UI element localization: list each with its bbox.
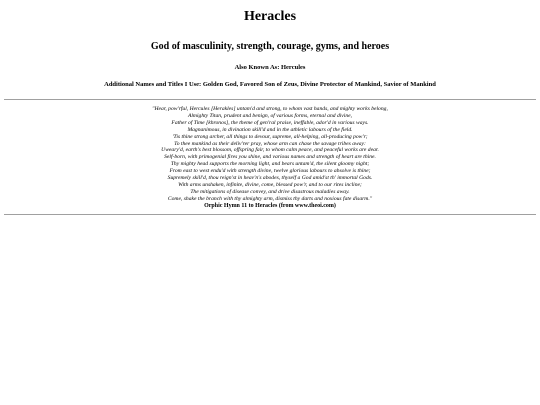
divider-top: [4, 99, 536, 100]
hymn-line: Father of Time [khronos], the theme of gen'ral praise, ineffable, ador'd in various ways.: [171, 119, 369, 126]
hymn-line: Almighty Titan, prudent and benign, of various forms, eternal and divine,: [187, 112, 353, 119]
hymn-line: Thy mighty head supports the morning light, and bears untam'd, the silent gloomy night;: [170, 161, 370, 168]
hymn-line: The mitigations of disease convey, and drive disastrous maladies away.: [190, 188, 350, 195]
hymn-line: Supremely skill'd, thou reign'st in heav'n's abodes, thyself a God amid'st th' immortal Gods.: [167, 175, 373, 182]
page-title: Heracles: [243, 9, 297, 24]
hymn-line: With arms unshaken, infinite, divine, come, blessed pow'r, and to our rites incline;: [178, 181, 362, 188]
divider-bottom: [4, 214, 536, 215]
hymn-line: Self-born, with primogenial fires you shine, and various names and strength of heart are thine.: [164, 154, 376, 161]
hymn-line: From east to west endu'd with strength divine, twelve glorious labours to absolve is thine;: [169, 168, 371, 175]
also-known-as: Also Known As: Hercules: [234, 64, 306, 71]
hymn-line: Magnanimous, in divination skill'd and in the athletic labours of the field.: [187, 126, 353, 133]
hymn-line: Uweary'd, earth's best blossom, offspring fair, to whom calm peace, and peaceful works are dear.: [161, 147, 379, 154]
hymn-line: Come, shake the branch with thy almighty arm, dismiss thy darts and noxious fate disarm.": [167, 195, 373, 202]
additional-titles: Additional Names and Titles I Use: Golden God, Favored Son of Zeus, Divine Protector of Mankind, Savior of Mankind: [104, 81, 436, 88]
hymn-line: "Hear, pow'rful, Hercules [Herakles] untam'd and strong, to whom vast hands, and mighty works belong,: [152, 106, 388, 112]
hymn-line: 'Tis thine strong archer, all things to devour, supreme, all-helping, all-producing pow'r;: [172, 133, 368, 140]
hymn-credit: Orphic Hymn 11 to Heracles (from www.theoi.com): [204, 202, 336, 209]
hymn-block: [4, 106, 536, 210]
hymn-line: To thee mankind as their deliv'rer pray, whose arm can chase the savage tribes away:: [174, 140, 366, 147]
page-subtitle: God of masculinity, strength, courage, gyms, and heroes: [150, 41, 390, 52]
